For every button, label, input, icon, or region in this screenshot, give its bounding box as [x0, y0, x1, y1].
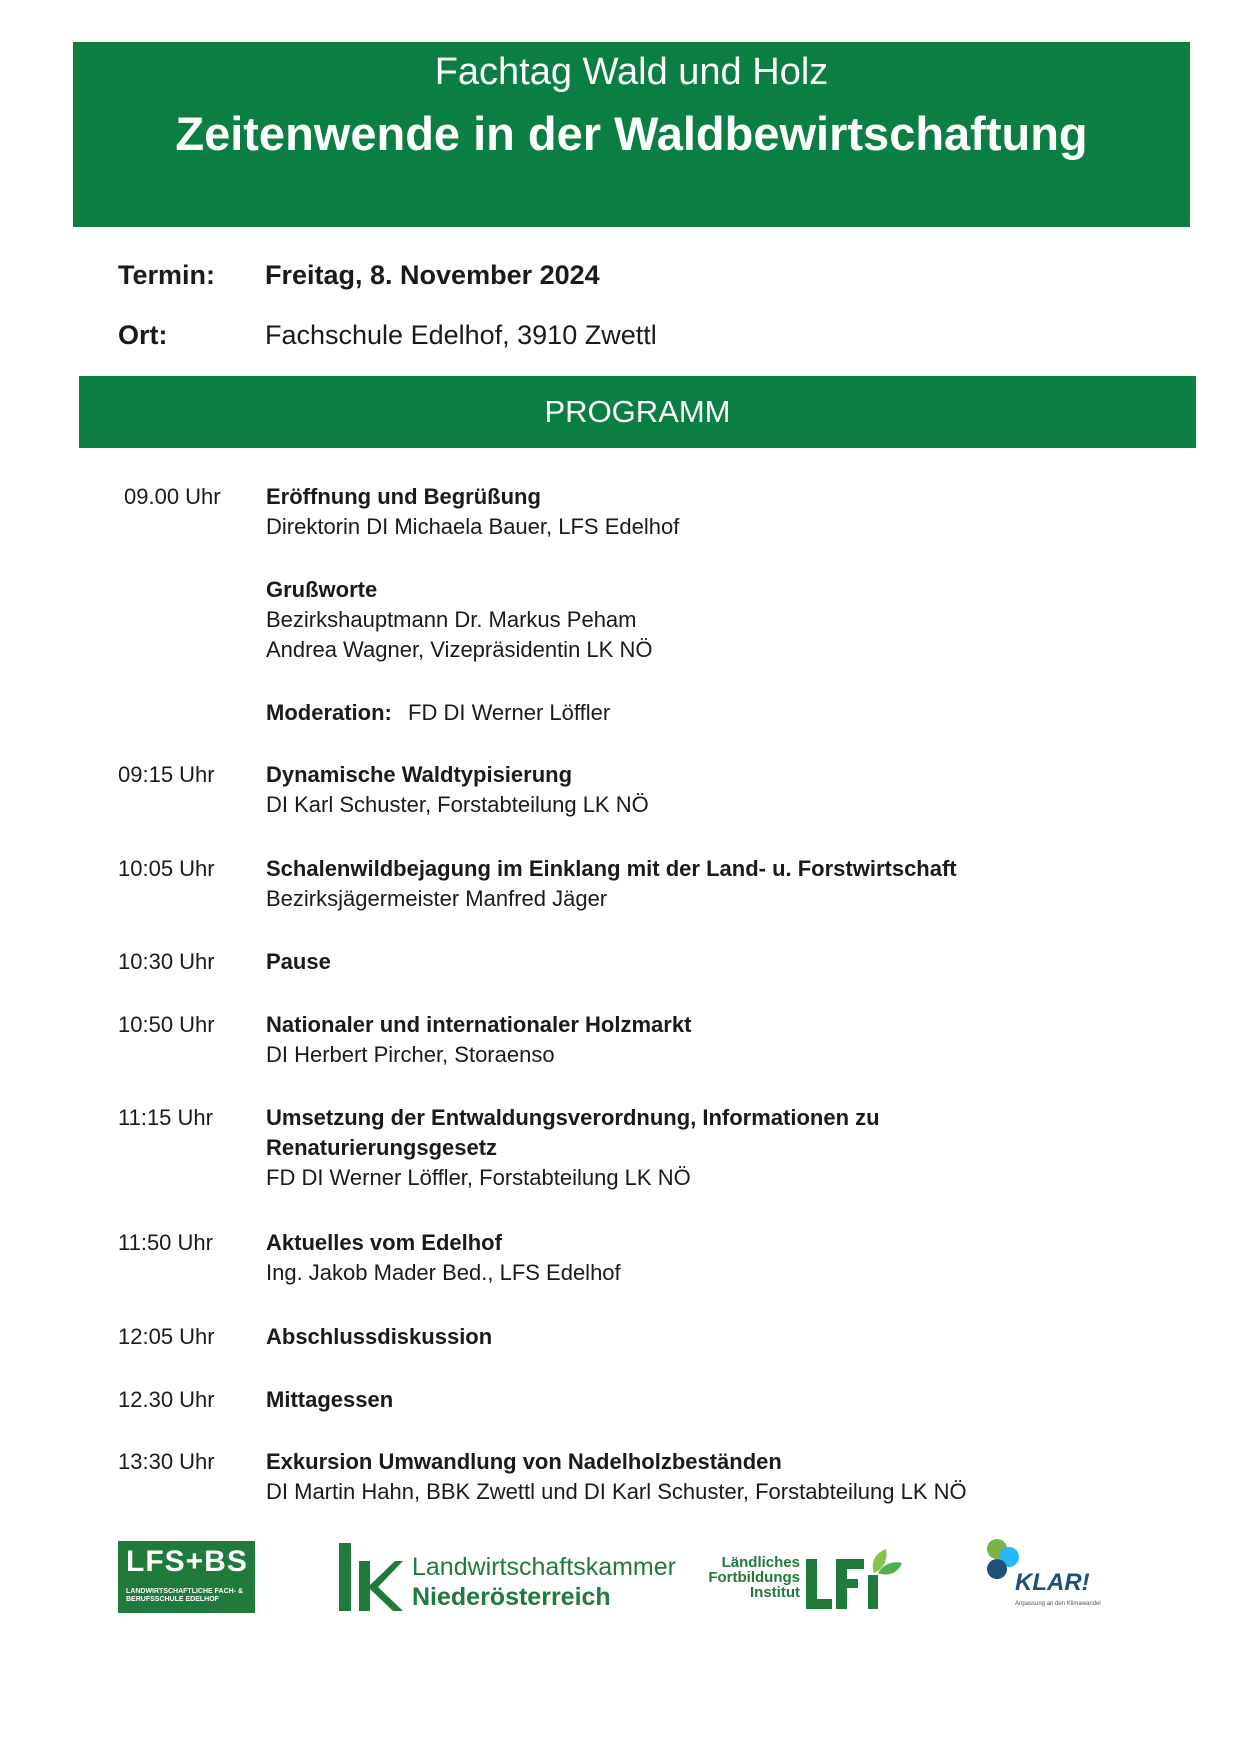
termin-value: Freitag, 8. November 2024 [265, 260, 600, 290]
ort-label: Ort: [118, 320, 168, 350]
title-banner [73, 42, 1190, 227]
program-time: 10:50 Uhr [118, 1012, 215, 1037]
program-speaker: Bezirksjägermeister Manfred Jäger [266, 886, 608, 911]
lfs-logo-sub: LANDWIRTSCHAFTLICHE FACH- & BERUFSSCHULE EDELHOF [126, 1588, 244, 1603]
program-title: Grußworte [266, 577, 378, 602]
program-heading: PROGRAMM [79, 376, 1196, 448]
program-time: 11:15 Uhr [118, 1105, 213, 1130]
program-time: 12.30 Uhr [118, 1387, 215, 1412]
program-title: Aktuelles vom Edelhof [266, 1230, 502, 1255]
program-speaker: Ing. Jakob Mader Bed., LFS Edelhof [266, 1260, 621, 1285]
program-title: Umsetzung der Entwaldungsverordnung, Informationen zu [266, 1105, 880, 1130]
program-speaker: Bezirkshauptmann Dr. Markus Peham [266, 607, 637, 632]
lfs-logo-name: LFS+BS [126, 1545, 248, 1578]
moderation-value: FD DI Werner Löffler [408, 700, 611, 725]
program-title: Exkursion Umwandlung von Nadelholzbeständen [266, 1449, 782, 1474]
ort-value: Fachschule Edelhof, 3910 Zwettl [265, 320, 657, 350]
program-title: Pause [266, 949, 331, 974]
moderation-label: Moderation: [266, 700, 392, 725]
program-title: Renaturierungsgesetz [266, 1135, 498, 1160]
lk-mark-icon [337, 1541, 403, 1613]
landwirtschaftskammer-logo [337, 1541, 677, 1613]
program-title: Schalenwildbejagung im Einklang mit der Land- u. Forstwirtschaft [266, 856, 957, 881]
program-title: Mittagessen [266, 1387, 394, 1412]
termin-label: Termin: [118, 260, 216, 290]
program-time: 09:15 Uhr [118, 762, 215, 787]
program-title: Abschlussdiskussion [266, 1324, 493, 1349]
lk-logo-line1: Landwirtschaftskammer [412, 1553, 676, 1581]
program-speaker: DI Martin Hahn, BBK Zwettl und DI Karl Schuster, Forstabteilung LK NÖ [266, 1479, 967, 1504]
program-speaker: DI Karl Schuster, Forstabteilung LK NÖ [266, 792, 649, 817]
program-speaker: DI Herbert Pircher, Storaenso [266, 1042, 555, 1067]
program-time: 09.00 Uhr [124, 484, 221, 509]
event-title: Zeitenwende in der Waldbewirtschaftung [175, 107, 1088, 160]
program-time: 10:30 Uhr [118, 949, 215, 974]
partner-logos [0, 1535, 1241, 1635]
program-time: 10:05 Uhr [118, 856, 215, 881]
program-speaker: Direktorin DI Michaela Bauer, LFS Edelhof [266, 514, 680, 539]
program-title: Nationaler und internationaler Holzmarkt [266, 1012, 692, 1037]
program-speaker: Andrea Wagner, Vizepräsidentin LK NÖ [266, 637, 653, 662]
event-subtitle: Fachtag Wald und Holz [434, 51, 829, 93]
klar-logo [985, 1535, 1135, 1615]
program-time: 13:30 Uhr [118, 1449, 215, 1474]
lk-logo-line2: Niederösterreich [412, 1583, 611, 1611]
program-time: 12:05 Uhr [118, 1324, 215, 1349]
lfs-edelhof-logo [118, 1541, 255, 1613]
lfi-mark-icon [804, 1547, 904, 1613]
program-title: Eröffnung und Begrüßung [266, 484, 541, 509]
lfi-logo-text: Ländliches Fortbildungs Institut [708, 1554, 800, 1601]
program-speaker: FD DI Werner Löffler, Forstabteilung LK NÖ [266, 1165, 691, 1190]
klar-logo-tag: Anpassung an den Klimawandel [1015, 1601, 1101, 1607]
lfi-logo [700, 1541, 910, 1613]
program-time: 11:50 Uhr [118, 1230, 213, 1255]
klar-logo-name: KLAR! [1015, 1569, 1090, 1596]
program-title: Dynamische Waldtypisierung [266, 762, 573, 787]
